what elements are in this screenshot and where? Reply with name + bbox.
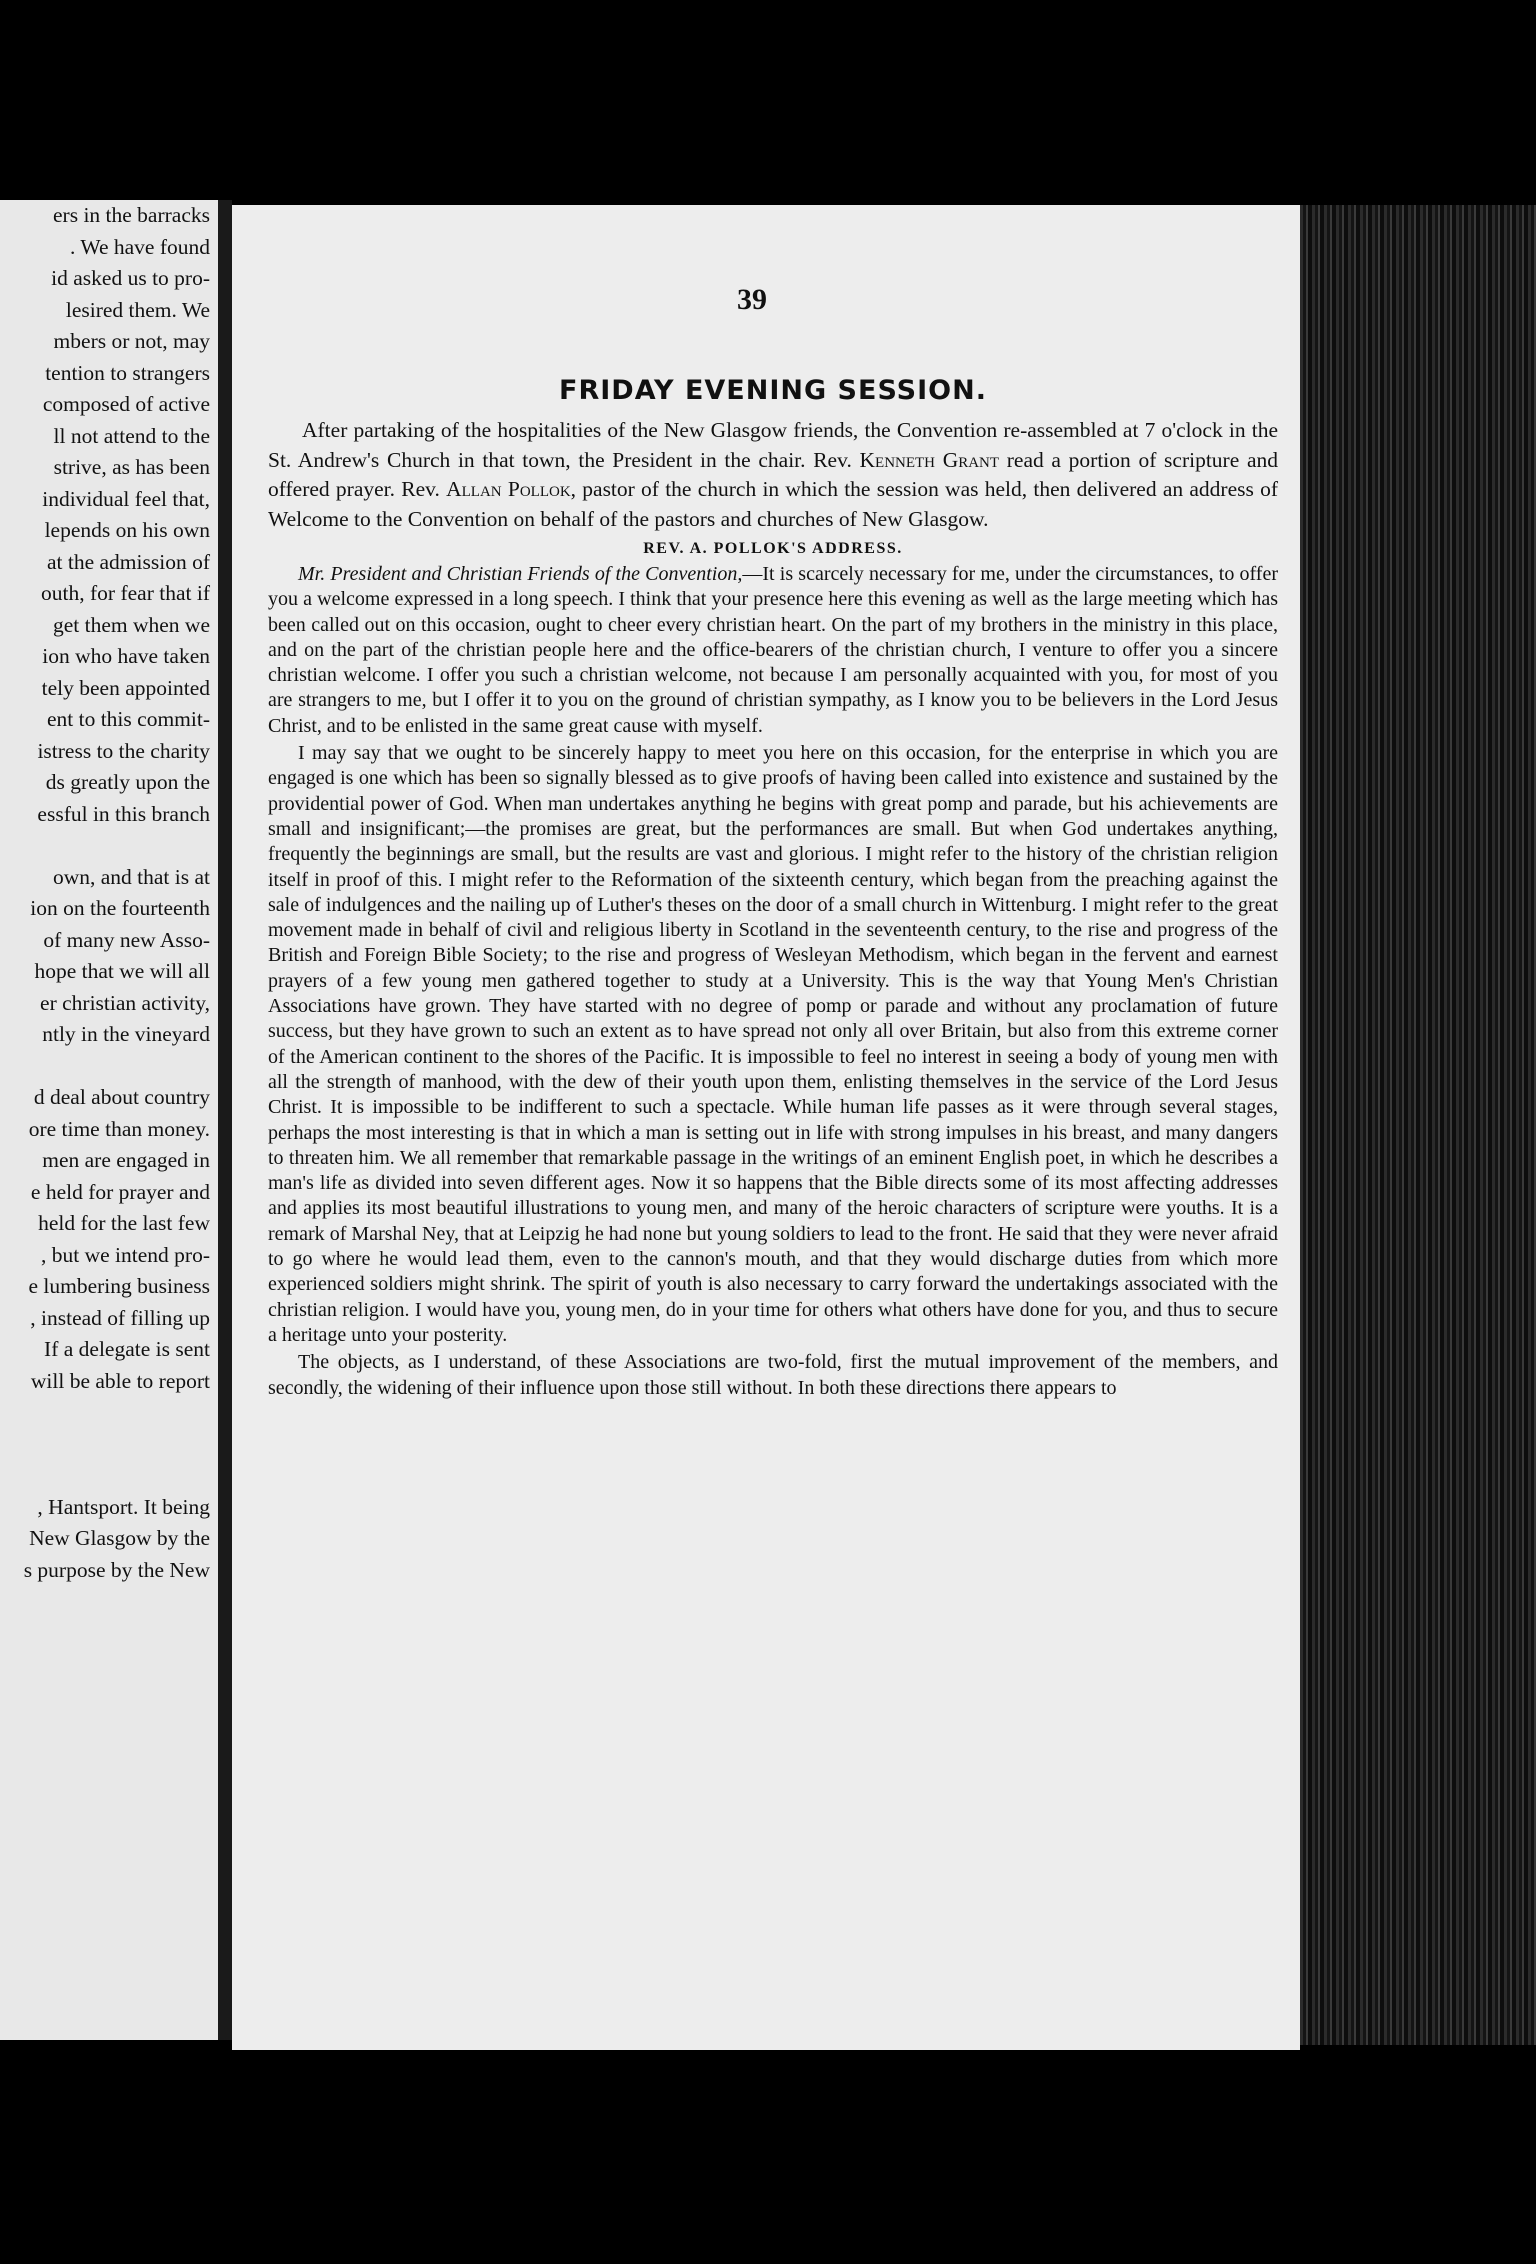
left-page-line: If a delegate is sent: [44, 1337, 210, 1361]
left-page-line: outh, for fear that if: [41, 581, 210, 605]
left-page: [0, 200, 218, 2040]
left-page-line: mbers or not, may: [53, 329, 210, 353]
left-page-line: ent to this commit-: [46, 707, 210, 731]
left-page-line: get them when we: [52, 612, 210, 637]
speaker-name-pollok: Allan Pollok: [446, 477, 571, 501]
address-title: REV. A. POLLOK'S ADDRESS.: [643, 540, 903, 557]
left-page-line: ore time than money.: [28, 1116, 210, 1141]
left-page-line: individual feel that,: [42, 486, 210, 511]
left-page-line: er christian activity,: [40, 990, 210, 1015]
book-page-edges: [1300, 205, 1536, 2045]
left-page-line: own, and that is at: [52, 864, 210, 889]
left-page-line: ds greatly upon the: [45, 770, 210, 794]
left-page-line: will be able to report: [30, 1368, 210, 1393]
left-page-line: at the admission of: [46, 549, 210, 574]
address-paragraph-1: [268, 562, 1278, 739]
left-page-line: hope that we will all: [34, 959, 210, 983]
left-page-line: lepends on his own: [44, 518, 210, 542]
left-page-line: ion on the fourteenth: [30, 896, 210, 920]
left-page-line: ers in the barracks: [53, 203, 210, 227]
left-page-line: , Hantsport. It being: [37, 1494, 210, 1519]
left-page-line: istress to the charity: [37, 738, 210, 763]
left-page-line: , instead of filling up: [30, 1305, 210, 1330]
intro-text-2: read a portion of scripture and offered prayer. Rev.: [268, 447, 1278, 501]
left-page-line: New Glasgow by the: [29, 1526, 210, 1550]
left-page-line: id asked us to pro-: [51, 266, 210, 290]
intro-text-3: , pastor of the church in which the session was held, then delivered an address of Welcome to the Convention on behalf of the pastors and churches of New Glasgow.: [268, 477, 1279, 531]
left-page-line: e lumbering business: [28, 1274, 210, 1298]
left-page-line: [0, 1051, 210, 1083]
left-page-line: d deal about country: [33, 1085, 210, 1109]
left-page-line: , but we intend pro-: [41, 1242, 210, 1267]
left-page-line: [0, 1397, 210, 1429]
left-page-line: essful in this branch: [37, 801, 210, 826]
intro-paragraph: [268, 416, 1278, 534]
left-page-line: tely been appointed: [41, 675, 210, 700]
left-page-line: tention to strangers: [45, 360, 210, 385]
intro-text-1: After partaking of the hospitalities of the New Glasgow friends, the Convention re-assembled at 7 o'clock in the St. Andrew's Church in that town, the President in the chair. Rev.: [268, 418, 1278, 472]
left-page-line: ll not attend to the: [53, 423, 210, 448]
left-page-line: men are engaged in: [42, 1148, 210, 1172]
main-page: [232, 205, 1300, 2050]
book-gutter: [218, 200, 232, 2040]
left-page-line: [0, 1460, 210, 1492]
address-paragraph-3: The objects, as I understand, of these Associations are two-fold, first the mutual improvement of the members, and secondly, the widening of their influence upon those still without. In both these directions there appears to: [268, 1351, 1278, 1399]
left-page-line: [0, 830, 210, 862]
left-page-line: strive, as has been: [53, 455, 210, 479]
salutation: Mr. President and Christian Friends of the Convention,: [298, 563, 743, 585]
intro-paragraph-block: [268, 416, 1278, 534]
left-page-line: e held for prayer and: [30, 1179, 210, 1204]
left-page-line: lesired them. We: [65, 297, 210, 322]
left-page-line: ntly in the vineyard: [42, 1022, 210, 1046]
section-title: FRIDAY EVENING SESSION.: [559, 375, 987, 406]
left-page-line: ion who have taken: [42, 644, 210, 668]
left-page-line: . We have found: [70, 234, 210, 259]
address-paragraph-2: I may say that we ought to be sincerely happy to meet you here on this occasion, for the enterprise in which you are engaged is one which has been so signally blessed as to give proofs of having been called into existence and sustained by the providential power of God. When man undertakes anything he begins with great pomp and parade, but his achievements are small and insignificant;—the promises are great, but the performances are small. But when God undertakes anything, frequently the beginnings are small, but the results are vast and glorious. I might refer to the history of the christian religion itself in proof of this. I might refer to the Reformation of the sixteenth century, which began from the preaching against the sale of indulgences and the nailing up of Luther's theses on the door of a small church in Wittenburg. I might refer to the great movement made in behalf of civil and religious liberty in Scotland in the seventeenth century, to the rise and progress of the British and Foreign Bible Society; to the rise and progress of Wesleyan Methodism, which began in the fervent and earnest prayers of a few young men gathered together to study at a University. This is the way that Young Men's Christian Associations have grown. They have started with no degree of pomp or parade and without any proclamation of future success, but they have grown to such an extent as to have spread not only all over Britain, but also from this extreme corner of the American continent to the shores of the Pacific. It is impossible to feel no interest in seeing a body of young men with all the strength of manhood, with the dew of their youth upon them, enlisting themselves in the service of the Lord Jesus Christ. It is impossible to be indifferent to such a spectacle. While human life passes as it were through several stages, perhaps the most interesting is that in which a man is setting out in life with strong impulses in his breast, and many dangers to threaten him. We all remember that remarkable passage in the writings of an eminent English poet, in which he describes a man's life as divided into seven different ages. Now it so happens that the Bible directs some of its most affecting addresses and applies its most beautiful illustrations to young men, and many of the heroic characters of scripture were youths. It is a remark of Marshal Ney, that at Leipzig he had none but young soldiers to lead to the front. He said that they were never afraid to go where he would lead them, even to the cannon's mouth, and that they would discharge duties from which more experienced soldiers might shrink. The spirit of youth is also necessary to carry forward the undertakings associated with the christian religion. I would have you, young men, do in your time for others what others have done for you, and thus to secure a heritage unto your posterity.: [268, 742, 1278, 1346]
left-page-line: held for the last few: [38, 1211, 210, 1235]
address-body: [268, 562, 1278, 1401]
speaker-name-grant: Kenneth Grant: [859, 447, 1000, 472]
left-page-line: [0, 1429, 210, 1461]
page-number: 39: [737, 283, 767, 316]
left-page-line: of many new Asso-: [43, 927, 210, 952]
left-page-line: s purpose by the New: [23, 1557, 210, 1582]
paragraph-text: —It is scarcely necessary for me, under the circumstances, to offer you a welcome expressed in a long speech. I think that your presence here this evening as well as the large meeting which has been called out on this occasion, ought to cheer every christian heart. On the part of my brothers in the ministry in this place, and on the part of the christian people here and the office-bearers of the christian church, I venture to offer you a sincere christian welcome. I offer you such a christian welcome, not because I am personally acquainted with you, for most of you are strangers to me, but I offer it to you on the ground of christian sympathy, as I know you to be believers in the Lord Jesus Christ, and to be enlisted in the same great cause with myself.: [268, 563, 1279, 737]
left-page-line: composed of active: [42, 392, 210, 416]
page-content: [268, 375, 1278, 1403]
left-page-text: [0, 200, 210, 1586]
